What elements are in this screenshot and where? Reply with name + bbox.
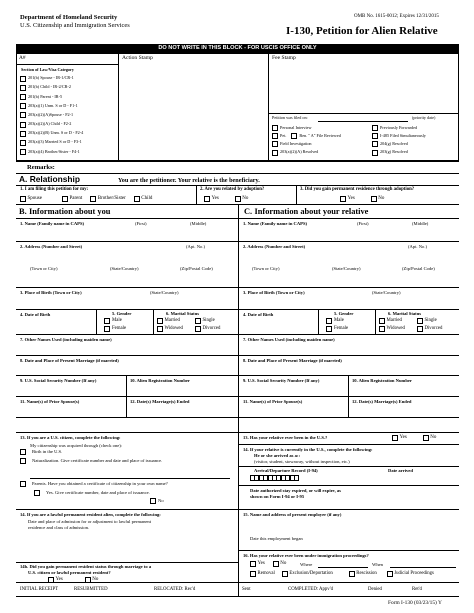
checkbox[interactable] — [272, 133, 278, 139]
relationship-options — [20, 196, 158, 202]
checkbox[interactable] — [134, 196, 140, 202]
checkbox[interactable] — [326, 326, 332, 332]
checkbox[interactable] — [20, 140, 26, 146]
checkbox[interactable] — [20, 458, 26, 464]
b-gender-female[interactable]: Female — [104, 325, 126, 333]
b-name-label: 1. Name (Family name in CAPS) — [20, 221, 85, 226]
b-q14b-label1: 14b. Did you gain permanent resident status through marriage to a — [20, 564, 152, 569]
checkbox[interactable] — [195, 318, 201, 324]
filed-label: Petition was filed on: — [272, 115, 308, 120]
checkbox[interactable] — [326, 318, 332, 324]
c-address-label: 2. Address (Number and Street) — [243, 244, 306, 249]
form-title: I-130, Petition for Alien Relative — [286, 25, 438, 37]
c-q13-no[interactable]: No — [423, 435, 437, 441]
checkbox[interactable] — [340, 196, 346, 202]
b-gender-options — [104, 317, 126, 333]
c-q14-arrived-label: He or she arrived as a:: — [254, 453, 300, 458]
option-spouse[interactable]: Spouse — [20, 196, 42, 202]
c-name-label: 1. Name (Family name in CAPS) — [243, 221, 308, 226]
c-q16-yesno — [250, 561, 292, 567]
status-bar — [16, 583, 459, 596]
b-parents[interactable]: Parents. Have you obtained a certificate of citizenship in your own name? — [20, 481, 168, 487]
b-address-label: 2. Address (Number and Street) — [20, 244, 83, 249]
c-exclusion[interactable]: Exclusion/Deportation — [282, 571, 333, 577]
category-item[interactable]: 201(b) Parent - IR-5 — [20, 92, 116, 101]
office-check[interactable]: 203(a)(2)(A) Resolved — [272, 149, 364, 157]
adoption-yes[interactable]: Yes — [204, 196, 219, 202]
b-apt-label: (Apt. No.) — [186, 244, 206, 249]
checkbox[interactable] — [20, 149, 26, 155]
c-marital-divorced[interactable]: Divorced — [417, 326, 442, 332]
office-check[interactable]: 204(g) Resolved — [372, 140, 458, 148]
checkbox[interactable] — [372, 133, 378, 139]
b-birth-us[interactable]: Birth in the U.S. — [20, 449, 62, 455]
category-item[interactable]: 203(a)(2)(A) Child - F2-2 — [20, 120, 116, 129]
checkbox[interactable] — [250, 571, 256, 577]
office-check[interactable]: 203(g) Resolved — [372, 149, 458, 157]
action-stamp-label: Action Stamp — [122, 55, 153, 61]
status-denied: Denied — [368, 586, 382, 592]
c-q16-no[interactable]: No — [273, 561, 287, 567]
omb-number: OMB No. 1615-0012; Expires 12/31/2015 — [354, 14, 439, 19]
c-employment-label: Date this employment began — [250, 536, 303, 541]
section-law-title: Section of Law/Visa Category — [21, 67, 74, 72]
c-state-label: (State/Country) — [332, 266, 361, 271]
b-q14a-label: 14. If you are a lawful permanent resident alien, complete the following: — [20, 512, 161, 517]
checkbox[interactable] — [20, 449, 26, 455]
section-b-heading: B. Information about you — [19, 207, 111, 216]
checkbox[interactable] — [157, 326, 163, 332]
office-check[interactable]: Personal Interview — [272, 124, 364, 132]
checkbox[interactable] — [423, 435, 429, 441]
c-other-names-label: 7. Other Names Used (including maiden name) — [243, 337, 335, 342]
b-parents-yes[interactable]: Yes. Give certificate number, date and place of issuance. — [34, 490, 150, 496]
b-marital-divorced[interactable]: Divorced — [195, 326, 220, 332]
status-initial: INITIAL RECEIPT — [20, 586, 59, 592]
b-alien-no-label: 10. Alien Registration Number — [130, 378, 190, 383]
form-number: Form I-130 (03/23/15) Y — [388, 600, 442, 606]
b-middle-label: (Middle) — [190, 221, 207, 226]
b-marital-label: 6. Marital Status — [166, 311, 200, 316]
c-stay-label2: shown on Form I-94 or I-95 — [250, 494, 305, 499]
category-item[interactable]: 201(b) Spouse - IR-1/CR-1 — [20, 74, 116, 83]
checkbox[interactable] — [157, 318, 163, 324]
office-check[interactable]: I-485 Filed Simultaneously — [372, 132, 458, 140]
c-q14-label: 14. If your relative is currently in the U.S., complete the following: — [243, 447, 373, 452]
pr-adoption-options — [340, 196, 390, 202]
b-q14a-text2: residence and class of admission. — [28, 525, 90, 530]
category-item[interactable]: 203(a)(4) Brother/Sister - F4-1 — [20, 148, 116, 157]
c-birth-state-label: (State/Country) — [372, 290, 401, 295]
c-apt-label: (Apt. No.) — [408, 244, 428, 249]
b-first-label: (First) — [135, 221, 147, 226]
q3-label: 3. Did you gain permanent residence through adoption? — [300, 187, 415, 192]
b-town-label: (Town or City) — [30, 266, 58, 271]
checkbox[interactable] — [273, 561, 279, 567]
c-marital-married[interactable]: Married — [379, 318, 415, 324]
b-marital-widowed[interactable]: Widowed — [157, 326, 193, 332]
c-q16-label: 16. Has your relative ever been under immigration proceedings? — [243, 553, 369, 558]
b-q14b-yes[interactable]: Yes — [48, 577, 63, 583]
category-list — [20, 74, 116, 157]
pr-adoption-no[interactable]: No — [371, 196, 385, 202]
c-marital-widowed[interactable]: Widowed — [379, 326, 415, 332]
b-zip-label: (Zip/Postal Code) — [180, 266, 213, 271]
c-q16-yes[interactable]: Yes — [250, 561, 265, 567]
c-birthplace-label: 3. Place of Birth (Town or City) — [243, 290, 305, 295]
checkbox[interactable] — [272, 125, 278, 131]
b-prior-spouses-label: 11. Name(s) of Prior Spouse(s) — [20, 399, 80, 404]
c-gender-male[interactable]: Male — [326, 317, 348, 325]
c-q13-yes[interactable]: Yes — [392, 435, 407, 441]
checkbox[interactable] — [349, 571, 355, 577]
c-date-arrived-label: Date arrived — [388, 468, 413, 473]
office-check[interactable]: Pet. Ben. " A" File Reviewed — [272, 132, 364, 140]
checkbox[interactable] — [372, 141, 378, 147]
checkbox[interactable] — [20, 131, 26, 137]
checkbox[interactable] — [235, 196, 241, 202]
option-sibling[interactable]: Brother/Sister — [90, 196, 126, 202]
fee-stamp-label: Fee Stamp — [272, 55, 296, 61]
c-town-label: (Town or City) — [252, 266, 280, 271]
subagency-name: U.S. Citizenship and Immigration Services — [20, 22, 130, 29]
office-check[interactable]: Previously Forwarded — [372, 124, 458, 132]
c-q14-hint: (visitor, student, stowaway, without inspection, etc.) — [254, 459, 350, 464]
c-rescission[interactable]: Rescission — [349, 571, 377, 577]
b-marriage-label: 8. Date and Place of Present Marriage (if married) — [20, 358, 119, 363]
c-zip-label: (Zip/Postal Code) — [402, 266, 435, 271]
checkbox[interactable] — [104, 318, 110, 324]
checkbox[interactable] — [20, 103, 26, 109]
checkbox[interactable] — [417, 318, 423, 324]
b-marital-single[interactable]: Single — [195, 318, 215, 324]
b-gender-label: 5. Gender — [112, 311, 132, 316]
checkbox[interactable] — [372, 150, 378, 156]
c-q15-label: 15. Name and address of present employer (if any) — [243, 512, 342, 517]
c-where-label: Where — [300, 562, 313, 567]
checkbox[interactable] — [20, 94, 26, 100]
q2-label: 2. Are you related by adoption? — [200, 187, 265, 192]
category-item[interactable]: 203(a)(2)(A)Spouse - F2-1 — [20, 111, 116, 120]
office-checks-right — [372, 124, 458, 157]
checkbox[interactable] — [250, 561, 256, 567]
c-q13-options — [392, 435, 442, 441]
c-q16-types — [250, 571, 440, 577]
c-marriages-ended-label: 12. Date(s) Marriage(s) Ended — [352, 399, 412, 404]
checkbox[interactable] — [282, 571, 288, 577]
b-parents-no[interactable]: No — [150, 498, 164, 504]
status-returned: Ret'd — [412, 586, 422, 592]
adoption-options — [204, 196, 254, 202]
c-stay-label1: Date authorized stay expired, or will expire, as — [250, 488, 341, 493]
checkbox[interactable] — [272, 141, 278, 147]
c-gender-female[interactable]: Female — [326, 325, 348, 333]
b-q13-label: 13. If you are a U.S. citizen, complete the following: — [20, 435, 121, 440]
b-q14b-no[interactable]: No — [85, 577, 99, 583]
checkbox[interactable] — [20, 481, 26, 487]
b-q14a-text1: Date and place of admission for or adjustment to lawful permanent — [28, 519, 151, 524]
office-banner: DO NOT WRITE IN THIS BLOCK - FOR USCIS OFFICE ONLY — [16, 44, 459, 53]
checkbox[interactable] — [387, 571, 393, 577]
b-dob-label: 4. Date of Birth — [20, 312, 51, 317]
checkbox[interactable] — [20, 196, 26, 202]
c-i94-label: Arrival/Departure Record (I-94) — [254, 468, 318, 473]
c-q13-label: 13. Has your relative ever been in the U.S.? — [243, 435, 328, 440]
c-alien-no-label: 10. Alien Registration Number — [352, 378, 412, 383]
option-child[interactable]: Child — [134, 196, 153, 202]
c-gender-options — [326, 317, 348, 333]
a-number-label: A# — [19, 55, 26, 61]
section-a-subtitle: You are the petitioner. Your relative is the beneficiary. — [118, 177, 260, 184]
checkbox[interactable] — [195, 326, 201, 332]
b-q13-text: My citizenship was acquired through (check one): — [30, 443, 123, 448]
checkbox[interactable] — [20, 122, 26, 128]
category-item[interactable]: 203(a)(1) Unm. S or D - F1-1 — [20, 102, 116, 111]
c-when-label: When — [372, 562, 383, 567]
checkbox[interactable] — [272, 150, 278, 156]
checkbox[interactable] — [104, 326, 110, 332]
status-completed: COMPLETED: Appv'd — [288, 586, 333, 592]
b-other-names-label: 7. Other Names Used (including maiden name) — [20, 337, 112, 342]
q1-label: 1. I am filing this petition for my: — [20, 187, 89, 192]
category-item[interactable]: 201(b) Child - IR-2/CR-2 — [20, 83, 116, 92]
checkbox[interactable] — [372, 125, 378, 131]
checkbox[interactable] — [20, 76, 26, 82]
office-check[interactable]: Field Investigation — [272, 140, 364, 148]
category-item[interactable]: 203(a)(2)(B) Unm. S or D - F2-4 — [20, 129, 116, 138]
checkbox[interactable] — [20, 112, 26, 118]
status-resubmitted: RESUBMITTED — [74, 586, 108, 592]
b-marriages-ended-label: 12. Date(s) Marriage(s) Ended — [130, 399, 190, 404]
c-marital-options — [379, 317, 448, 333]
section-c-heading: C. Information about your relative — [244, 207, 369, 216]
remarks-label: Remarks: — [27, 164, 55, 171]
b-birthplace-label: 3. Place of Birth (Town or City) — [20, 290, 82, 295]
c-ssn-label: 9. U.S. Social Security Number (If any) — [243, 378, 320, 383]
c-marital-label: 6. Marital Status — [388, 311, 422, 316]
c-i94-boxes[interactable] — [250, 475, 298, 481]
priority-date-label: (priority date) — [412, 115, 436, 120]
office-checks-left — [272, 124, 364, 157]
checkbox[interactable] — [291, 133, 297, 139]
c-judicial[interactable]: Judicial Proceedings — [387, 571, 434, 577]
c-removal[interactable]: Removal — [250, 571, 275, 577]
checkbox[interactable] — [204, 196, 210, 202]
pr-adoption-yes[interactable]: Yes — [340, 196, 355, 202]
adoption-no[interactable]: No — [235, 196, 249, 202]
c-first-label: (First) — [357, 221, 369, 226]
b-gender-male[interactable]: Male — [104, 317, 126, 325]
c-middle-label: (Middle) — [412, 221, 429, 226]
checkbox[interactable] — [392, 435, 398, 441]
c-marital-single[interactable]: Single — [417, 318, 437, 324]
b-marital-options — [157, 317, 226, 333]
checkbox[interactable] — [379, 318, 385, 324]
status-relocated: RELOCATED: Rec'd — [154, 586, 196, 592]
c-prior-spouses-label: 11. Name(s) of Prior Spouse(s) — [243, 399, 303, 404]
checkbox[interactable] — [20, 85, 26, 91]
checkbox[interactable] — [379, 326, 385, 332]
checkbox[interactable] — [371, 196, 377, 202]
checkbox[interactable] — [62, 196, 68, 202]
c-marriage-label: 8. Date and Place of Present Marriage (if married) — [243, 358, 342, 363]
checkbox[interactable] — [417, 326, 423, 332]
agency-name: Department of Homeland Security — [20, 14, 118, 21]
status-sent: Sent — [242, 586, 251, 592]
b-naturalization[interactable]: Naturalization. Give certificate number and date and place of issuance. — [20, 458, 162, 464]
checkbox[interactable] — [150, 498, 156, 504]
c-gender-label: 5. Gender — [334, 311, 354, 316]
b-ssn-label: 9. U.S. Social Security Number (If any) — [20, 378, 97, 383]
b-state-label: (State/Country) — [110, 266, 139, 271]
checkbox[interactable] — [34, 490, 40, 496]
c-dob-label: 4. Date of Birth — [243, 312, 274, 317]
section-a-heading: A. Relationship — [19, 174, 80, 184]
category-item[interactable]: 203(a)(3) Married S or D - F3-1 — [20, 138, 116, 147]
b-birth-state-label: (State/Country) — [150, 290, 179, 295]
b-q14b-label2: U.S. citizen or lawful permanent resident? — [28, 570, 111, 575]
option-parent[interactable]: Parent — [62, 196, 82, 202]
checkbox[interactable] — [90, 196, 96, 202]
b-marital-married[interactable]: Married — [157, 318, 193, 324]
